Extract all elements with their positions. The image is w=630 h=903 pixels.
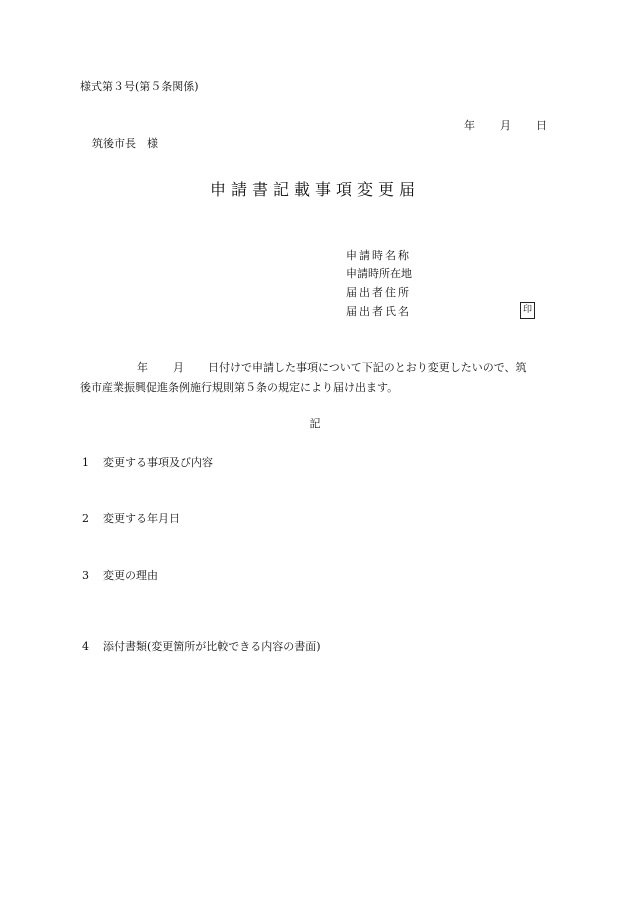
item-4-label: 添付書類(変更箇所が比較できる内容の書面) bbox=[103, 640, 321, 653]
body-text-line1: 日付けで申請した事項について下記のとおり変更したいので、筑 bbox=[208, 361, 527, 374]
body-month-label: 月 bbox=[173, 361, 184, 374]
item-1-label: 変更する事項及び内容 bbox=[103, 456, 213, 469]
item-2-label: 変更する年月日 bbox=[103, 512, 180, 525]
item-2-number: 2 bbox=[82, 512, 89, 525]
ki-heading: 記 bbox=[309, 417, 321, 430]
body-year-label: 年 bbox=[137, 361, 148, 374]
notifier-name-label: 届出者氏名 bbox=[346, 305, 411, 318]
addressee: 筑後市長 様 bbox=[92, 137, 158, 150]
applicant-address-label: 申請時所在地 bbox=[346, 267, 412, 280]
notifier-address-label: 届出者住所 bbox=[346, 286, 411, 299]
item-1-number: 1 bbox=[82, 456, 89, 469]
seal-box: 印 bbox=[520, 302, 535, 319]
item-3-number: 3 bbox=[82, 569, 89, 582]
applicant-name-label: 申請時名称 bbox=[346, 249, 411, 262]
date-year-label: 年 bbox=[464, 119, 475, 132]
item-4-number: 4 bbox=[82, 640, 89, 653]
body-text-line2: 後市産業振興促進条例施行規則第５条の規定により届け出ます。 bbox=[80, 381, 399, 394]
item-3-label: 変更の理由 bbox=[103, 569, 158, 582]
document-title: 申請書記載事項変更届 bbox=[209, 180, 420, 199]
date-month-label: 月 bbox=[500, 119, 511, 132]
form-number: 様式第３号(第５条関係) bbox=[80, 80, 199, 93]
date-day-label: 日 bbox=[536, 119, 547, 132]
